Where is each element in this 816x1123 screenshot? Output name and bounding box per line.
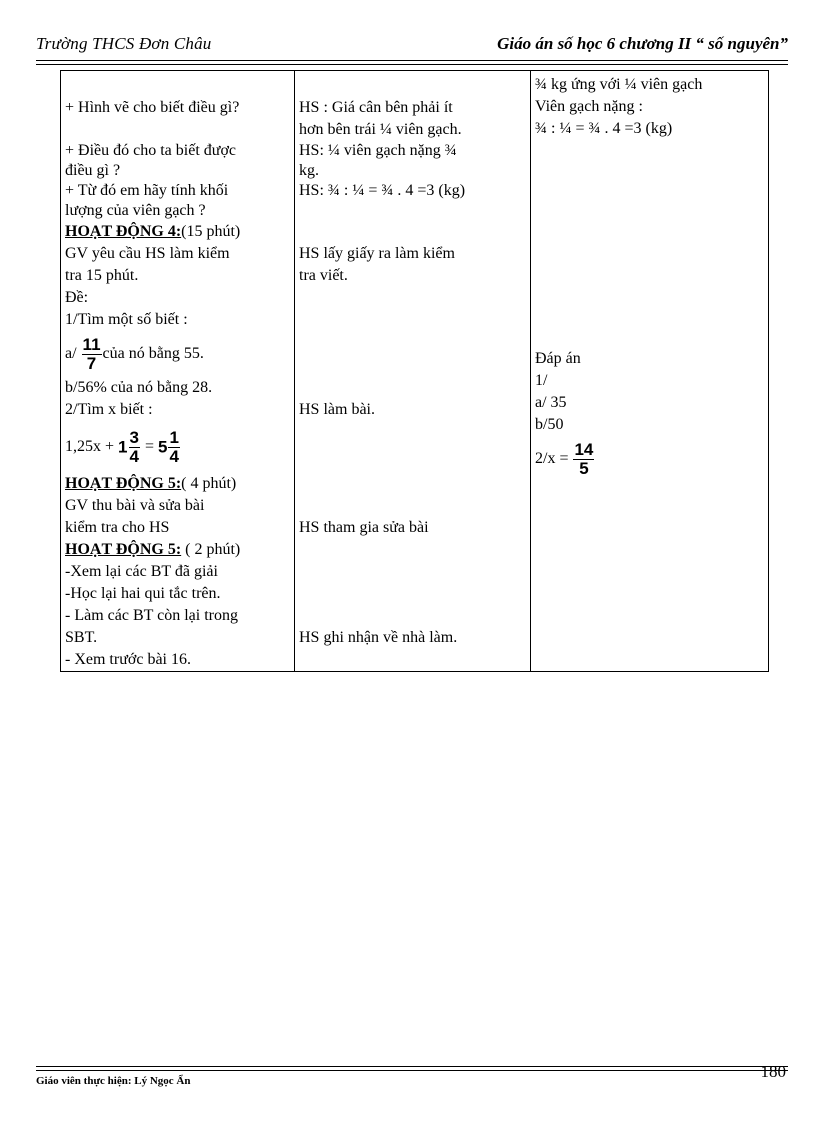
answer-2a: HS: ¼ viên gạch nặng ¾ xyxy=(299,142,457,159)
header-rule-thin xyxy=(36,64,788,65)
fraction-14-5: $\frac{14}{5}$ xyxy=(574,439,594,478)
answer-1b: hơn bên trái ¼ viên gạch. xyxy=(299,121,462,138)
answer-6: HS tham gia sửa bài xyxy=(299,519,429,536)
answer-key-1a: a/ 35 xyxy=(535,394,567,411)
answer-2b: kg. xyxy=(299,162,319,179)
activity-4-time: (15 phút) xyxy=(181,223,241,240)
document-title: Giáo án số học 6 chương II “ số nguyên” xyxy=(497,34,788,53)
page-number: 180 xyxy=(760,1062,786,1081)
table-row xyxy=(61,71,769,672)
answer-key-2: 2/x = $\frac{14}{5}$ xyxy=(535,439,594,478)
activity-5b-title: HOẠT ĐỘNG 5: xyxy=(65,541,182,558)
fraction-1-4: $\frac{1}{4}$ xyxy=(169,427,179,466)
question-3a: + Từ đó em hãy tính khối xyxy=(65,182,229,199)
question-3b: lượng của viên gạch ? xyxy=(65,202,206,219)
activity-5b-time: ( 2 phút) xyxy=(181,541,241,558)
teacher-instruction-1a: GV yêu cầu HS làm kiểm xyxy=(65,245,230,262)
answer-5: HS làm bài. xyxy=(299,401,375,418)
teacher-instruction-1b: tra 15 phút. xyxy=(65,267,139,284)
question-2b: điều gì ? xyxy=(65,162,121,179)
activity-5a-time: ( 4 phút) xyxy=(181,475,237,492)
content-2: Viên gạch nặng : xyxy=(535,98,643,115)
fraction-3-4: $\frac{3}{4}$ xyxy=(129,427,139,466)
answer-key-1: 1/ xyxy=(535,372,548,389)
lesson-table xyxy=(60,70,769,672)
footer-rule-thin xyxy=(36,1066,788,1067)
teacher-activity-column xyxy=(61,71,295,672)
equation: 1,25x + 1 $\frac{3}{4}$ = 5 $\frac{1}{4}$ xyxy=(65,427,179,466)
homework-3b: SBT. xyxy=(65,629,98,646)
fraction-11-7: $\frac{11}{7}$ xyxy=(82,334,101,373)
answer-key-1b: b/50 xyxy=(535,416,564,433)
homework-2: -Học lại hai qui tắc trên. xyxy=(65,585,221,602)
exam-heading: Đề: xyxy=(65,289,89,306)
question-1: + Hình vẽ cho biết điều gì? xyxy=(65,99,240,116)
problem-1a: a/ $\frac{11}{7}$ của nó bằng 55. xyxy=(65,334,204,373)
page-header xyxy=(36,28,788,58)
student-activity-column xyxy=(295,71,531,672)
school-name: Trường THCS Đơn Châu xyxy=(36,34,212,53)
question-2a: + Điều đó cho ta biết được xyxy=(65,142,236,159)
teacher-name: Giáo viên thực hiện: Lý Ngọc Ẩn xyxy=(36,1075,191,1087)
teacher-instruction-2a: GV thu bài và sửa bài xyxy=(65,497,205,514)
footer-rule xyxy=(36,1070,788,1071)
problem-1: 1/Tìm một số biết : xyxy=(65,311,188,328)
header-rule xyxy=(36,60,788,61)
answer-3: HS: ¾ : ¼ = ¾ . 4 =3 (kg) xyxy=(299,182,466,199)
activity-5a-title: HOẠT ĐỘNG 5: xyxy=(65,475,182,492)
answer-7: HS ghi nhận về nhà làm. xyxy=(299,629,458,646)
content-1: ¾ kg ứng với ¼ viên gạch xyxy=(535,76,703,93)
answer-key-title: Đáp án xyxy=(535,350,581,367)
answer-4b: tra viết. xyxy=(299,267,348,284)
homework-4: - Xem trước bài 16. xyxy=(65,651,191,668)
homework-1: -Xem lại các BT đã giải xyxy=(65,563,218,580)
problem-1b: b/56% của nó bằng 28. xyxy=(65,379,213,396)
homework-3a: - Làm các BT còn lại trong xyxy=(65,607,238,624)
problem-2: 2/Tìm x biết : xyxy=(65,401,153,418)
teacher-instruction-2b: kiểm tra cho HS xyxy=(65,519,170,536)
content-column xyxy=(531,71,769,672)
answer-1a: HS : Giá cân bên phải ít xyxy=(299,99,453,116)
content-3: ¾ : ¼ = ¾ . 4 =3 (kg) xyxy=(535,120,673,137)
activity-4-title: HOẠT ĐỘNG 4: xyxy=(65,223,182,240)
answer-4a: HS lấy giấy ra làm kiểm xyxy=(299,245,455,262)
